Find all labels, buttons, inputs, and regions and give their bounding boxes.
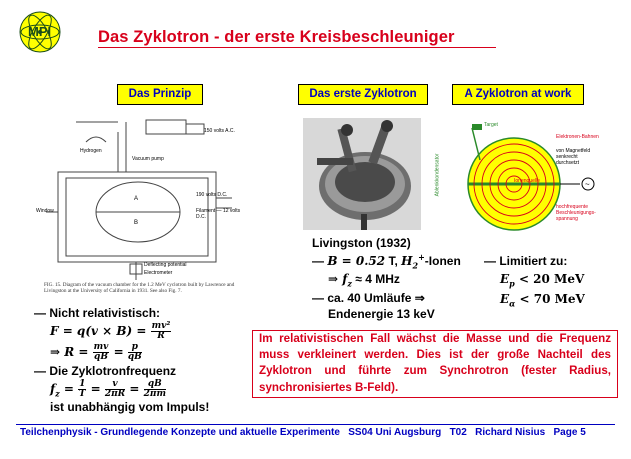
- b-field-value: B = 0.52: [327, 254, 386, 268]
- lorentz-force-equation: F = q(v × B) = $\frac{\text{mv²}}{R}$: [50, 321, 171, 341]
- tesla-unit: T,: [388, 254, 398, 268]
- mhz-value: ≈ 4 MHz: [355, 272, 400, 287]
- cyclotron-at-work-diagram: [434, 120, 604, 232]
- logo-text: MPI: [28, 24, 52, 39]
- label-deflecting: Deflecting potential: [144, 262, 187, 268]
- label-vacuum-pump: Vacuum pump: [132, 156, 164, 162]
- vacuum-chamber-diagram: [36, 112, 248, 304]
- limitiert-line: — Limitiert zu:: [484, 254, 568, 268]
- label-hydrogen: Hydrogen: [80, 148, 102, 154]
- frequency-equation: $f_z$ = $\frac{1}{T}$ = $\frac{v}{2\pi R}$ = $\frac{qB}{2\pi m}$: [50, 379, 166, 399]
- page-title: Das Zyklotron - der erste Kreisbeschleuniger: [98, 28, 455, 46]
- label-150-volts: 150 volts A.C.: [204, 128, 235, 134]
- umlaeufe-text: ca. 40 Umläufe ⇒: [327, 290, 425, 305]
- label-190-volts: 190 volts D.C.: [196, 192, 228, 198]
- limits-block: [484, 254, 624, 309]
- label-orbits: Elektronen-Bahnen: [556, 134, 599, 140]
- livingston-block: [312, 236, 482, 321]
- das-prinzip-button[interactable]: Das Prinzip: [117, 84, 203, 105]
- label-target: Target: [484, 122, 498, 128]
- alpha-limit-value: < 70 MeV: [519, 292, 585, 307]
- formula-block: [34, 306, 244, 414]
- label-magnetic-field: von Magnetfeld senkrecht durchsetzt: [556, 148, 591, 166]
- das-erste-zyklotron-button[interactable]: Das erste Zyklotron: [298, 84, 428, 105]
- nicht-relativistisch-line: — Nicht relativistisch:: [34, 306, 161, 320]
- ionen-label: -Ionen: [424, 254, 461, 268]
- zyklotronfrequenz-line: — Die Zyklotronfrequenz: [34, 364, 177, 378]
- title-underline: [98, 47, 496, 48]
- label-electrometer: Electrometer: [144, 270, 173, 276]
- label-window: Window: [36, 208, 54, 214]
- footer-divider: [16, 424, 615, 425]
- footer-term: SS04 Uni Augsburg: [348, 427, 442, 438]
- relativistic-note-text: Im relativistischen Fall wächst die Masse und die Frequenz muss verkleinert werden. Dies ist der große Nachteil des Zyklotron und führte zum Synchrotron (fester Radius, synchronisiertes B-Feld).: [259, 332, 611, 394]
- label-a: A: [134, 196, 139, 202]
- cyclotron-photo-image: [303, 118, 421, 230]
- alpha-limit: $E_\alpha < 70$ MeV: [500, 292, 585, 309]
- unabhaengig-text: ist unabhängig vom Impuls!: [50, 400, 210, 414]
- proton-limit: $E_p < 20$ MeV: [500, 272, 585, 289]
- footer: [20, 427, 586, 438]
- footer-code: T02: [449, 427, 467, 438]
- endenergie-text: Endenergie 13 keV: [328, 306, 435, 321]
- footer-page: Page 5: [553, 427, 586, 438]
- zyklotronfrequenz-label: Die Zyklotronfrequenz: [49, 364, 177, 378]
- footer-course: Teilchenphysik - Grundlegende Konzepte und aktuelle Experimente: [20, 427, 340, 438]
- label-rf-voltage: hochfrequente Beschleunigungs-spannung: [556, 204, 596, 222]
- first-cyclotron-photo: [303, 118, 421, 230]
- zyklotron-at-work-button[interactable]: A Zyklotron at work: [452, 84, 584, 105]
- diagram-caption: FIG. 15. Diagram of the vacuum chamber for the 1.2 MeV cyclotron built by Lawrence and Livingston at the University of California in 1931. See also Fig. 7.: [44, 282, 235, 295]
- label-ion-source: Ionenquelle: [514, 178, 540, 184]
- mpi-logo: [18, 10, 62, 54]
- proton-limit-value: < 20 MeV: [518, 272, 585, 286]
- svg-text:~: ~: [585, 180, 590, 189]
- umlaeufe-line: — ca. 40 Umläufe ⇒: [312, 290, 425, 305]
- frequency-line: ⇒ $f_z \approx 4$ MHz: [328, 272, 400, 289]
- nicht-relativistisch-label: Nicht relativistisch:: [49, 306, 161, 320]
- relativistic-note-box: [252, 330, 618, 398]
- limitiert-label: Limitiert zu:: [499, 254, 568, 268]
- radius-equation: ⇒ R = $\frac{mv}{qB}$ = $\frac{p}{qB}$: [50, 342, 142, 362]
- livingston-1932: Livingston (1932): [312, 236, 411, 250]
- b-field-line: — B = 0.52 T, $H_2^+$-Ionen: [312, 252, 461, 271]
- label-b: B: [134, 220, 139, 226]
- footer-author: Richard Nisius: [475, 427, 546, 438]
- label-filament: Filament — 12 volts D.C.: [196, 208, 241, 220]
- label-deflector: Ablenkkondensator: [434, 153, 441, 197]
